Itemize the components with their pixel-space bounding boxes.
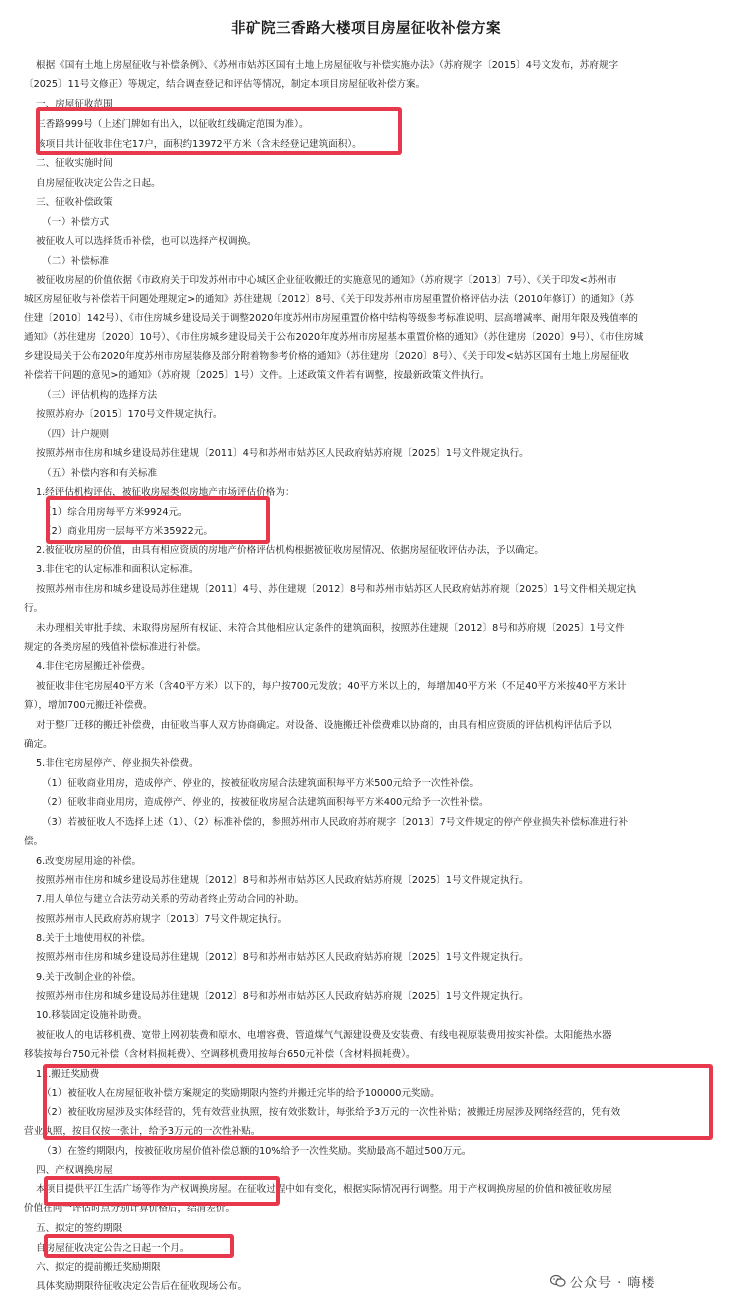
text-line: 移装按每台750元补偿（含材料损耗费）、空调移机费用按每台650元补偿（含材料损耗费）。	[24, 1049, 416, 1060]
wechat-icon	[550, 1274, 566, 1288]
text-line: 三香路999号（上述门牌如有出入，以征收红线确定范围为准）。	[36, 119, 309, 130]
text-line: 未办理相关审批手续、未取得房屋所有权证、未符合其他相应认定条件的建筑面积，按照苏住建规〔2012〕8号和苏府规〔2025〕1号文件	[36, 623, 625, 634]
text-line: 按照苏州市住房和城乡建设局苏住建规〔2012〕8号和苏州市姑苏区人民政府姑苏府规〔2025〕1号文件规定执行。	[36, 875, 529, 886]
text-line: 被征收房屋的价值依据《市政府关于印发苏州市中心城区企业征收搬迁的实施意见的通知》（苏府规字〔2013〕7号）、《关于印发<苏州市	[36, 275, 617, 286]
text-line: 六、拟定的提前搬迁奖励期限	[36, 1262, 161, 1273]
text-line: 三、征收补偿政策	[36, 197, 113, 208]
text-line: 按照苏州市住房和城乡建设局苏住建规〔2012〕8号和苏州市姑苏区人民政府姑苏府规〔2025〕1号文件规定执行。	[36, 991, 529, 1002]
text-line: （二）补偿标准	[42, 256, 110, 267]
text-line: （3）在签约期限内，按被征收房屋价值补偿总额的10%给予一次性奖励。奖励最高不超过500万元。	[42, 1146, 472, 1157]
text-line: 2.被征收房屋的价值，由具有相应资质的房地产价格评估机构根据被征收房屋情况、依据房屋征收评估办法，予以确定。	[36, 545, 545, 556]
text-line: （三）评估机构的选择方法	[42, 390, 158, 401]
text-line: 营业执照，按目仅按一张计，给予3万元的一次性补贴。	[24, 1126, 261, 1137]
text-line: 本项目提供平江生活广场等作为产权调换房屋。在征收过程中如有变化，根据实际情况再行调整。用于产权调换房屋的价值和被征收房屋	[36, 1184, 612, 1195]
text-line: 5.非住宅房屋停产、停业损失补偿费。	[36, 758, 199, 769]
text-line: （1）征收商业用房，造成停产、停业的，按被征收房屋合法建筑面积每平方米500元给予一次性补偿。	[42, 778, 479, 789]
text-line: 五、拟定的签约期限	[36, 1223, 123, 1234]
text-line: 算），增加700元搬迁补偿费。	[24, 700, 153, 711]
text-line: 一、房屋征收范围	[36, 99, 113, 110]
text-line: 4.非住宅房屋搬迁补偿费。	[36, 661, 151, 672]
text-line: 规定的各类房屋的残值补偿标准进行补偿。	[24, 642, 207, 653]
text-line: 乡建设局关于公布2020年度苏州市房屋装修及部分附着物参考价格的通知》（苏住建房〔2020〕8号）、《关于印发<姑苏区国有土地上房屋征收	[24, 351, 630, 362]
text-line: 被征收非住宅房屋40平方米（含40平方米）以下的，每户按700元发放；40平方米以上的，每增加40平方米（不足40平方米按40平方米计	[36, 681, 627, 692]
text-line: 9.关于改制企业的补偿。	[36, 972, 142, 983]
text-line: 8.关于土地使用权的补偿。	[36, 933, 151, 944]
text-line: 自房屋征收决定公告之日起一个月。	[36, 1243, 190, 1254]
text-line: 按照苏州市住房和城乡建设局苏住建规〔2011〕4号和苏州市姑苏区人民政府姑苏府规〔2025〕1号文件规定执行。	[36, 448, 529, 459]
highlight-box-prices	[46, 496, 270, 544]
highlight-box-property-exchange	[44, 1176, 280, 1206]
text-line: 根据《国有土地上房屋征收与补偿条例》、《苏州市姑苏区国有土地上房屋征收与补偿实施办法》（苏府规字〔2015〕4号文发布，苏府规字	[36, 60, 619, 71]
text-line: （2）被征收房屋涉及实体经营的，凭有效营业执照，按有效张数计，每张给予3万元的一次性补贴；被搬迁房屋涉及网络经营的，凭有效	[42, 1107, 621, 1118]
text-line: 通知》（苏住建房〔2020〕10号）、《市住房城乡建设局关于公布2020年度苏州市房屋基本重置价格的通知》（苏住建房〔2020〕9号）、《市住房城	[24, 332, 644, 343]
text-line: 〔2025〕11号文修正）等规定，结合调查登记和评估等情况，制定本项目房屋征收补偿方案。	[24, 79, 426, 90]
text-line: 7.用人单位与建立合法劳动关系的劳动者终止劳动合同的补助。	[36, 894, 305, 905]
text-line: 按照苏州市人民政府苏府规字〔2013〕7号文件规定执行。	[36, 914, 288, 925]
text-line: 具体奖励期限待征收决定公告后在征收现场公布。	[36, 1281, 248, 1292]
text-line: 住建〔2010〕142号）、《市住房城乡建设局关于调整2020年度苏州市房屋重置价格中结构等级参考标准说明、层高增减率、耐用年限及残值率的	[24, 313, 638, 324]
text-line: 四、产权调换房屋	[36, 1165, 113, 1176]
text-line: 偿。	[24, 836, 44, 847]
text-line: （2）征收非商业用房，造成停产、停业的，按被征收房屋合法建筑面积每平方米400元给予一次性补偿。	[42, 797, 489, 808]
text-line: （四）计户规则	[42, 429, 110, 440]
text-line: 确定。	[24, 739, 53, 750]
text-line: （3）若被征收人不选择上述（1）、（2）标准补偿的，参照苏州市人民政府苏府规字〔2013〕7号文件规定的停产停业损失补偿标准进行补	[42, 817, 629, 828]
highlight-box-incentive	[43, 1064, 713, 1140]
text-line: 二、征收实施时间	[36, 158, 113, 169]
text-line: （五）补偿内容和有关标准	[42, 468, 158, 479]
text-line: 被征收人可以选择货币补偿，也可以选择产权调换。	[36, 236, 257, 247]
text-line: 10.移装固定设施补助费。	[36, 1010, 148, 1021]
text-line: 补偿若干问题的意见>的通知》（苏府规〔2025〕1号）文件。上述政策文件若有调整，按最新政策文件执行。	[24, 370, 490, 381]
text-line: 6.改变房屋用途的补偿。	[36, 856, 142, 867]
text-line: （1）综合用房每平方米9924元。	[42, 507, 188, 518]
text-line: 对于整厂迁移的搬迁补偿费，由征收当事人双方协商确定。对设备、设施搬迁补偿费难以协商的，由具有相应资质的评估机构评估后予以	[36, 720, 612, 731]
text-line: 按照苏州市住房和城乡建设局苏住建规〔2011〕4号、苏住建规〔2012〕8号和苏州市姑苏区人民政府姑苏府规〔2025〕1号文件相关规定执	[36, 584, 637, 595]
highlight-box-signing-period	[44, 1234, 234, 1258]
document-title: 非矿院三香路大楼项目房屋征收补偿方案	[231, 21, 501, 37]
text-line: 价值在同一评估时点分别计算价格后，结清差价。	[24, 1203, 236, 1214]
text-line: 按照苏州市住房和城乡建设局苏住建规〔2012〕8号和苏州市姑苏区人民政府姑苏府规〔2025〕1号文件规定执行。	[36, 952, 529, 963]
text-line: （1）被征收人在房屋征收补偿方案规定的奖励期限内签约并搬迁完毕的给予100000元奖励。	[42, 1088, 440, 1099]
text-line: 3.非住宅的认定标准和面积认定标准。	[36, 564, 199, 575]
text-line: 该项目共计征收非住宅17户，面积约13972平方米（含未经登记建筑面积）。	[36, 139, 362, 150]
highlight-box-scope	[36, 107, 402, 155]
text-line: 自房屋征收决定公告之日起。	[36, 178, 161, 189]
watermark: 公众号 · 嗨楼	[570, 1276, 656, 1291]
text-line: 按照苏府办〔2015〕170号文件规定执行。	[36, 409, 223, 420]
text-line: 被征收人的电话移机费、宽带上网初装费和原水、电增容费、管道煤气气源建设费及安装费、有线电视原装费用按实补偿。太阳能热水器	[36, 1030, 612, 1041]
text-line: 11.搬迁奖励费	[36, 1069, 100, 1080]
text-line: （2）商业用房一层每平方米35922元。	[42, 526, 213, 537]
text-line: （一）补偿方式	[42, 217, 110, 228]
text-line: 城区房屋征收与补偿若干问题处理规定>的通知》苏住建规〔2012〕8号、《关于印发苏州市房屋重置价格评估办法（2010年修订）的通知》（苏	[24, 294, 634, 305]
text-line: 行。	[24, 603, 44, 614]
text-line: 1.经评估机构评估，被征收房屋类似房地产市场评估价格为：	[36, 487, 295, 498]
